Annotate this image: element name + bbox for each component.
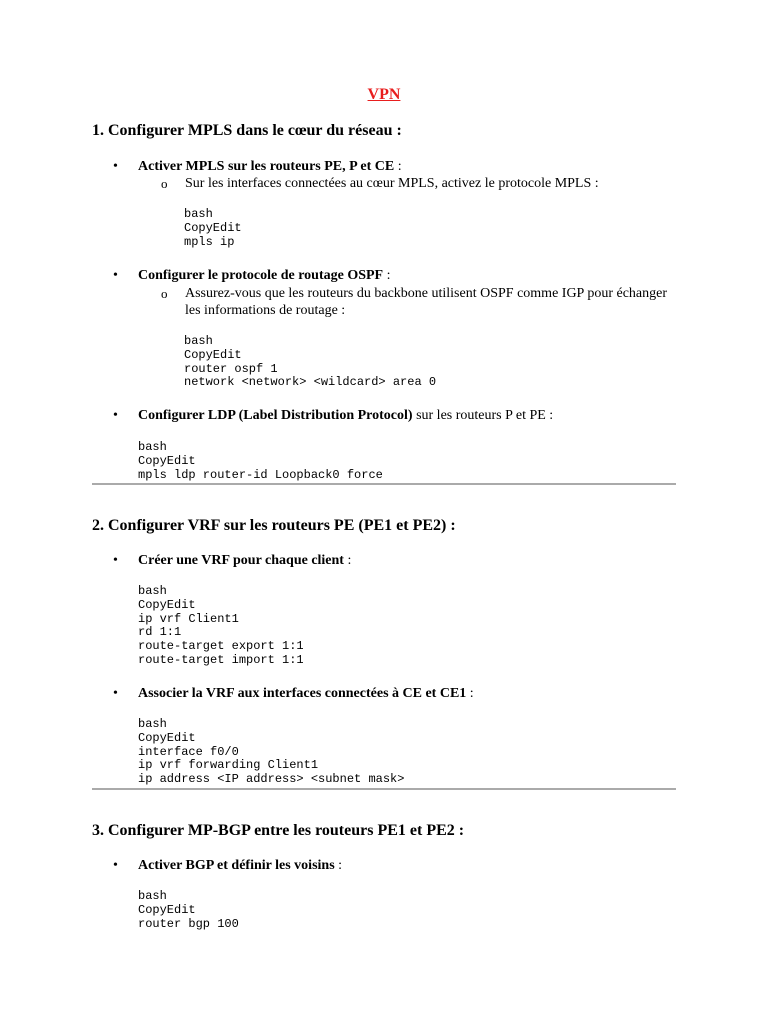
bullet-icon: •: [113, 553, 118, 568]
item-bold-text: Créer une VRF pour chaque client: [138, 553, 344, 568]
item-bold-text: Activer MPLS sur les routeurs PE, P et CE: [138, 159, 395, 174]
bullet-icon: •: [113, 268, 118, 283]
sub-bullet-icon: o: [161, 286, 168, 301]
item-text: :: [394, 159, 402, 174]
code-block: bash CopyEdit mpls ldp router-id Loopback0 force: [138, 440, 383, 482]
item-text: :: [466, 686, 474, 701]
horizontal-rule: [92, 788, 676, 790]
item-bold-text: Configurer LDP (Label Distribution Protocol): [138, 408, 413, 423]
horizontal-rule: [92, 483, 676, 485]
code-block: bash CopyEdit mpls ip: [184, 207, 242, 249]
code-block: bash CopyEdit interface f0/0 ip vrf forwarding Client1 ip address <IP address> <subnet mask>: [138, 717, 405, 787]
section-3-heading: 3. Configurer MP-BGP entre les routeurs PE1 et PE2 :: [92, 822, 465, 839]
sub-item-text: Assurez-vous que les routeurs du backbone utilisent OSPF comme IGP pour échanger les informations de routage :: [185, 286, 667, 318]
section-2-heading: 2. Configurer VRF sur les routeurs PE (PE1 et PE2) :: [92, 517, 456, 534]
item-bold-text: Associer la VRF aux interfaces connectées à CE et CE1: [138, 686, 467, 701]
item-bold-text: Configurer le protocole de routage OSPF: [138, 268, 384, 283]
bullet-icon: •: [113, 858, 118, 873]
bullet-icon: •: [113, 686, 118, 701]
sub-bullet-icon: o: [161, 176, 168, 191]
item-text: :: [334, 858, 343, 873]
code-block: bash CopyEdit ip vrf Client1 rd 1:1 route-target export 1:1 route-target import 1:1: [138, 584, 304, 667]
bullet-icon: •: [113, 408, 118, 423]
bullet-icon: •: [113, 159, 118, 174]
sub-item-text: Sur les interfaces connectées au cœur MPLS, activez le protocole MPLS :: [185, 176, 599, 191]
item-bold-text: Activer BGP et définir les voisins: [138, 858, 335, 873]
document-title: VPN: [367, 86, 401, 103]
item-text: sur les routeurs P et PE :: [412, 408, 554, 423]
code-block: bash CopyEdit router ospf 1 network <network> <wildcard> area 0: [184, 334, 437, 390]
code-block: bash CopyEdit router bgp 100: [138, 889, 239, 931]
item-text: :: [343, 553, 352, 568]
item-text: :: [383, 268, 391, 283]
section-1-heading: 1. Configurer MPLS dans le cœur du réseau :: [92, 122, 402, 139]
